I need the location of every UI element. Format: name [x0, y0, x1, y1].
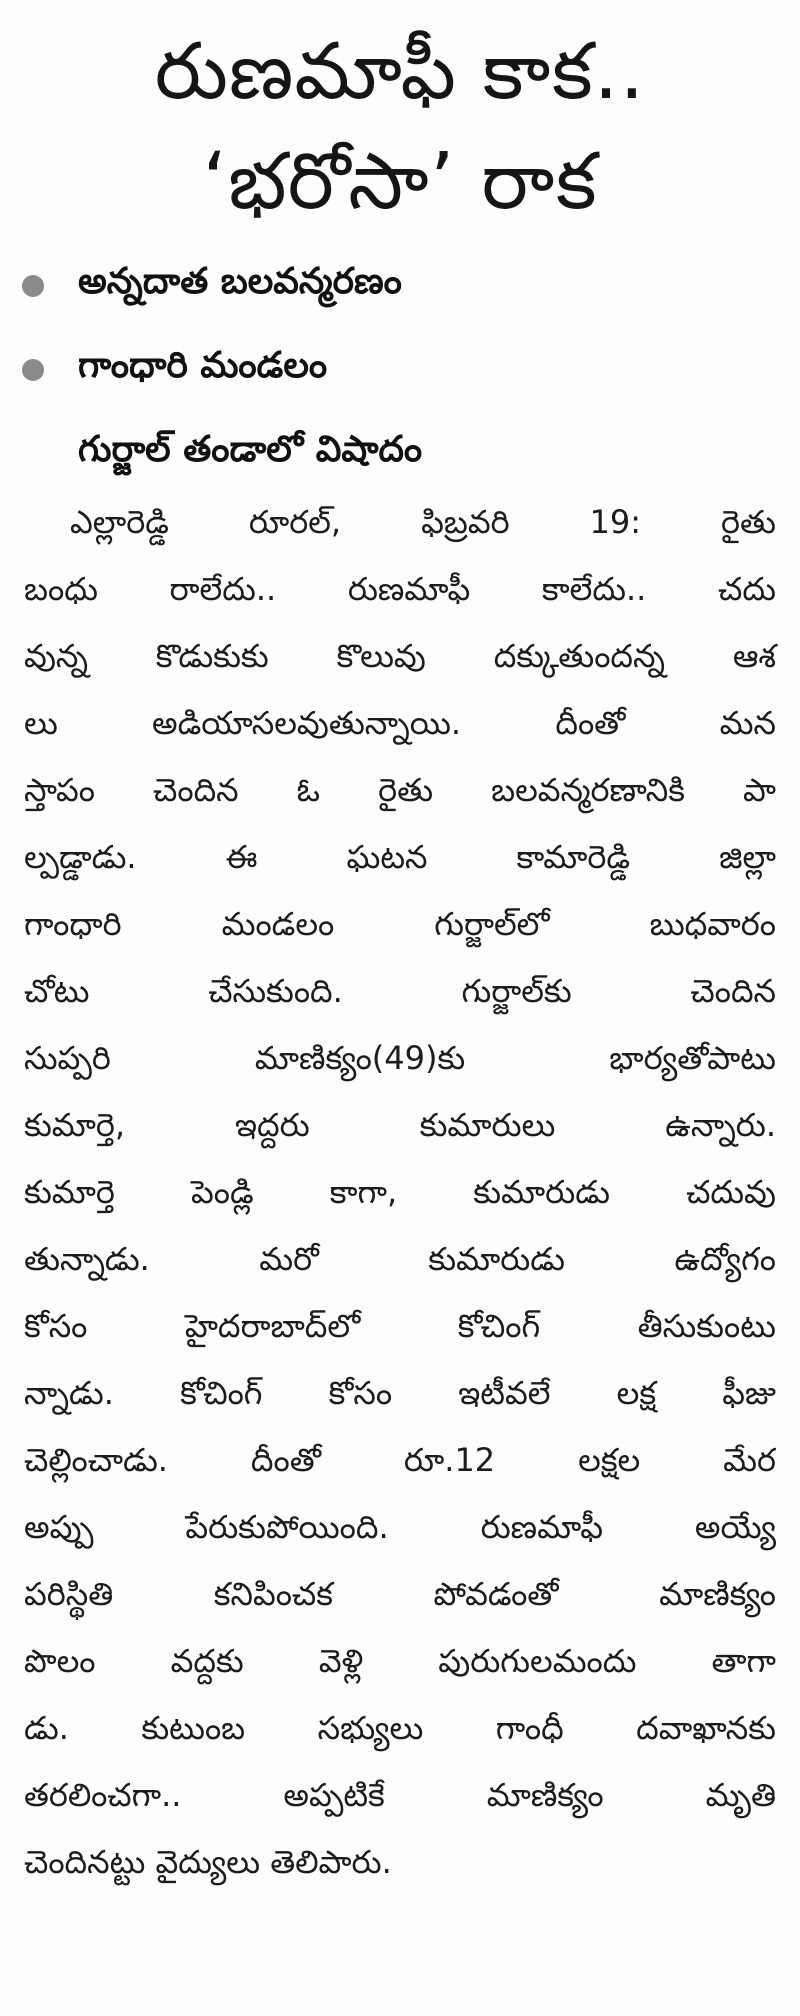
bullet-dot-icon: [22, 359, 44, 381]
highlight-text: గాంధారి మండలం: [78, 345, 328, 386]
highlight-text: గుర్జాల్ తండాలో విషాదం: [78, 429, 423, 470]
highlight-item: [22, 256, 402, 316]
headline-line-1: రుణమాఫీ కాక..: [154, 27, 646, 117]
bullet-dot-icon: [22, 275, 44, 297]
body-line: డు. కుటుంబ సభ్యులు గాంధీ దవాఖానకు: [24, 1709, 776, 1747]
body-line: కుమార్తె పెండ్లి కాగా, కుమారుడు చదువు: [24, 1173, 776, 1211]
body-line: తున్నాడు. మరో కుమారుడు ఉద్యోగం: [24, 1240, 776, 1278]
body-line: పొలం వద్దకు వెళ్లి పురుగులమందు తాగా: [24, 1642, 776, 1680]
highlight-text: అన్నదాత బలవన్మరణం: [78, 261, 402, 302]
headline-line-2: ‘భరోసా’ రాక: [202, 137, 598, 227]
body-line: చెల్లించాడు. దీంతో రూ.12 లక్షల మేర: [24, 1441, 776, 1479]
body-line: లు అడియాసలవుతున్నాయి. దీంతో మన: [24, 704, 776, 742]
body-line: స్తాపం చెందిన ఓ రైతు బలవన్మరణానికి పా: [24, 771, 776, 809]
body-line: ఎల్లారెడ్డి రూరల్, ఫిబ్రవరి 19: రైతు: [70, 503, 776, 541]
body-line: తరలించగా.. అప్పటికే మాణిక్యం మృతి: [24, 1776, 776, 1814]
body-line: పరిస్థితి కనిపించక పోవడంతో మాణిక్యం: [24, 1575, 776, 1613]
body-line: కోసం హైదరాబాద్‌లో కోచింగ్ తీసుకుంటు: [24, 1307, 776, 1345]
body-line: చెందినట్టు వైద్యులు తెలిపారు.: [24, 1843, 392, 1881]
body-line: చోటు చేసుకుంది. గుర్జాల్‌కు చెందిన: [24, 972, 776, 1010]
body-line: ల్పడ్డాడు. ఈ ఘటన కామారెడ్డి జిల్లా: [24, 838, 776, 876]
body-line: సుప్పరి మాణిక్యం(49)కు భార్యతోపాటు: [24, 1039, 776, 1077]
body-line: కుమార్తె, ఇద్దరు కుమారులు ఉన్నారు.: [24, 1106, 776, 1144]
body-line: వున్న కొడుకుకు కొలువు దక్కుతుందన్న ఆశ: [24, 637, 776, 675]
body-line: గాంధారి మండలం గుర్జాల్‌లో బుధవారం: [24, 905, 776, 943]
body-line: బంధు రాలేదు.. రుణమాఫీ కాలేదు.. చదు: [24, 570, 776, 608]
highlight-item: [22, 340, 327, 400]
body-line: న్నాడు. కోచింగ్ కోసం ఇటీవలే లక్ష ఫీజు: [24, 1374, 776, 1412]
body-line: అప్పు పేరుకుపోయింది. రుణమాఫీ అయ్యే: [24, 1508, 776, 1546]
highlight-item: [22, 424, 422, 484]
